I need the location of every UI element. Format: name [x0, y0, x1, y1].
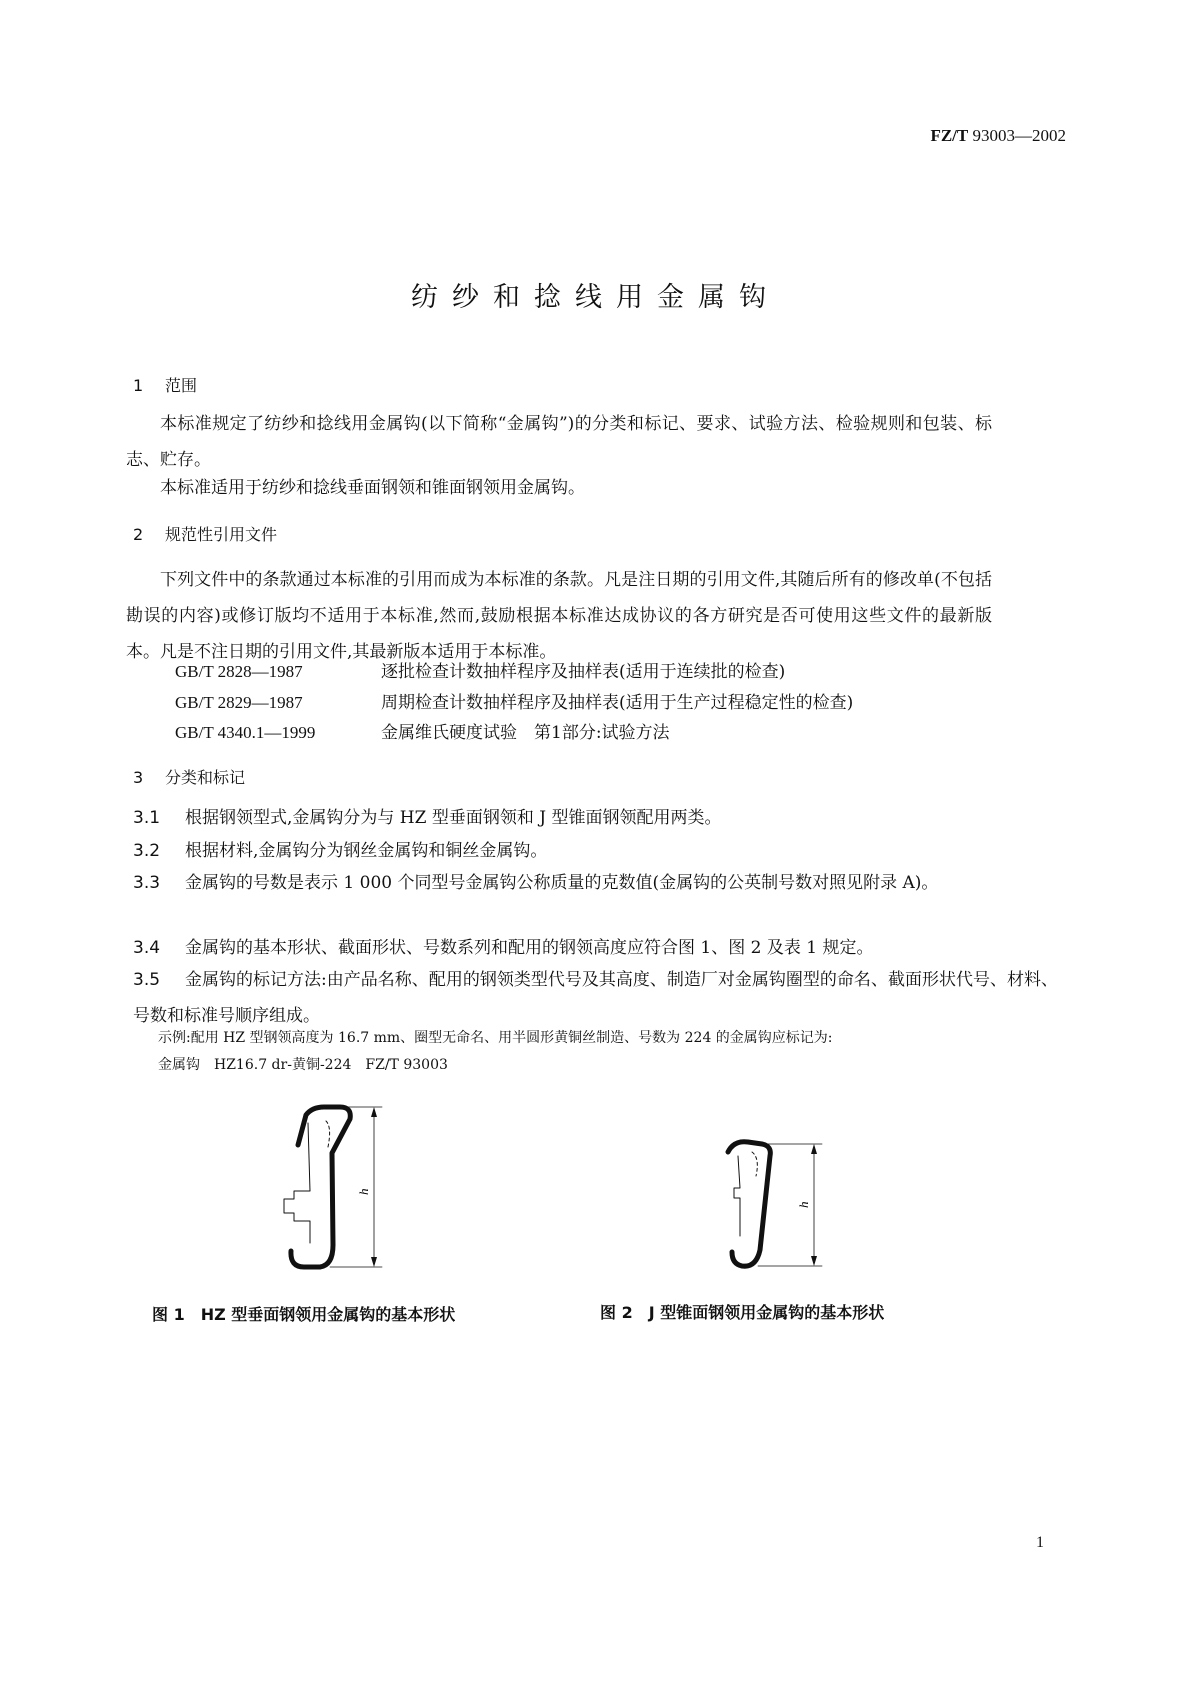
- dimension-arrow-top: [371, 1107, 377, 1117]
- section-title: 规范性引用文件: [165, 525, 278, 544]
- ring-profile: [752, 1152, 757, 1176]
- reference-item: [175, 718, 670, 743]
- section-number: 1: [133, 376, 144, 395]
- hook-wire: [728, 1142, 770, 1266]
- reference-title: 逐批检查计数抽样程序及抽样表(适用于连续批的检查): [381, 662, 786, 682]
- page-number: 1: [1036, 1534, 1044, 1551]
- hook-inner-outline: [734, 1156, 740, 1236]
- dimension-arrow-bottom: [811, 1256, 817, 1266]
- clause-text: 金属钩的标记方法:由产品名称、配用的钢领类型代号及其高度、制造厂对金属钩圈型的命名、截面形状代号、材料、号数和标准号顺序组成。: [133, 970, 1058, 1026]
- section-2-heading: [133, 522, 277, 545]
- reference-title: 周期检查计数抽样程序及抽样表(适用于生产过程稳定性的检查): [381, 693, 854, 713]
- clause-number: 3.5: [133, 970, 161, 990]
- reference-code: GB/T 2829—1987: [175, 693, 303, 712]
- document-title: 纺纱和捻线用金属钩: [411, 282, 780, 313]
- clause-3-5: [133, 962, 1058, 1034]
- dimension-arrow-top: [811, 1144, 817, 1154]
- figure-1-drawing: [260, 1095, 420, 1295]
- section-1-heading: [133, 373, 197, 396]
- section-title: 分类和标记: [165, 768, 246, 787]
- clause-3-2: [133, 833, 1058, 869]
- paragraph-scope: 本标准规定了纺纱和捻线用金属钩(以下简称“金属钩”)的分类和标记、要求、试验方法、检验规则和包装、标志、贮存。: [126, 414, 992, 470]
- section-number: 2: [133, 525, 144, 544]
- standard-number: 93003—2002: [972, 126, 1066, 145]
- standard-code: [930, 126, 1066, 146]
- clause-text: 根据材料,金属钩分为钢丝金属钩和铜丝金属钩。: [185, 841, 548, 861]
- paragraph-applicability: 本标准适用于纺纱和捻线垂面钢领和锥面钢领用金属钩。: [160, 478, 585, 498]
- clause-3-4: [133, 930, 1058, 966]
- hook-wire: [291, 1107, 350, 1267]
- reference-code: GB/T 4340.1—1999: [175, 723, 316, 742]
- figure-1-caption: 图 1 HZ 型垂面钢领用金属钩的基本形状: [152, 1305, 456, 1324]
- clause-text: 金属钩的基本形状、截面形状、号数系列和配用的钢领高度应符合图 1、图 2 及表 1 规定。: [185, 938, 874, 958]
- clause-number: 3.3: [133, 873, 161, 893]
- clause-text: 金属钩的号数是表示 1 000 个同型号金属钩公称质量的克数值(金属钩的公英制号数对照见附录 A)。: [185, 873, 939, 893]
- clause-3-1: [133, 800, 1058, 836]
- section-number: 3: [133, 768, 144, 787]
- dimension-label: h: [796, 1201, 811, 1208]
- figure-2-caption: 图 2 J 型锥面钢领用金属钩的基本形状: [600, 1303, 885, 1322]
- figure-2-drawing: [710, 1128, 850, 1288]
- clause-number: 3.2: [133, 841, 161, 861]
- clause-number: 3.4: [133, 938, 161, 958]
- reference-code: GB/T 2828—1987: [175, 662, 303, 681]
- standard-prefix: FZ/T: [930, 126, 969, 145]
- dimension-arrow-bottom: [371, 1257, 377, 1267]
- clause-text: 根据钢领型式,金属钩分为与 HZ 型垂面钢领和 J 型锥面钢领配用两类。: [185, 808, 722, 828]
- section-3-heading: [133, 765, 245, 788]
- dimension-label: h: [356, 1188, 371, 1195]
- ring-profile: [326, 1121, 330, 1147]
- example-marking: 金属钩 HZ16.7 dr-黄铜-224 FZ/T 93003: [158, 1057, 448, 1073]
- reference-item: [175, 688, 853, 713]
- reference-title: 金属维氏硬度试验 第1部分:试验方法: [381, 723, 670, 743]
- paragraph-references: 下列文件中的条款通过本标准的引用而成为本标准的条款。凡是注日期的引用文件,其随后所有的修改单(不包括勘误的内容)或修订版均不适用于本标准,然而,鼓励根据本标准达成协议的各方研究是否可使用这些文件的最新版本。凡是不注日期的引用文件,其最新版本适用于本标准。: [126, 570, 992, 662]
- reference-item: [175, 657, 785, 682]
- clause-3-3: [133, 865, 1058, 901]
- section-title: 范围: [165, 376, 198, 395]
- clause-number: 3.1: [133, 808, 161, 828]
- example-text: 示例:配用 HZ 型钢领高度为 16.7 mm、圈型无命名、用半圆形黄铜丝制造、号数为 224 的金属钩应标记为:: [158, 1030, 833, 1046]
